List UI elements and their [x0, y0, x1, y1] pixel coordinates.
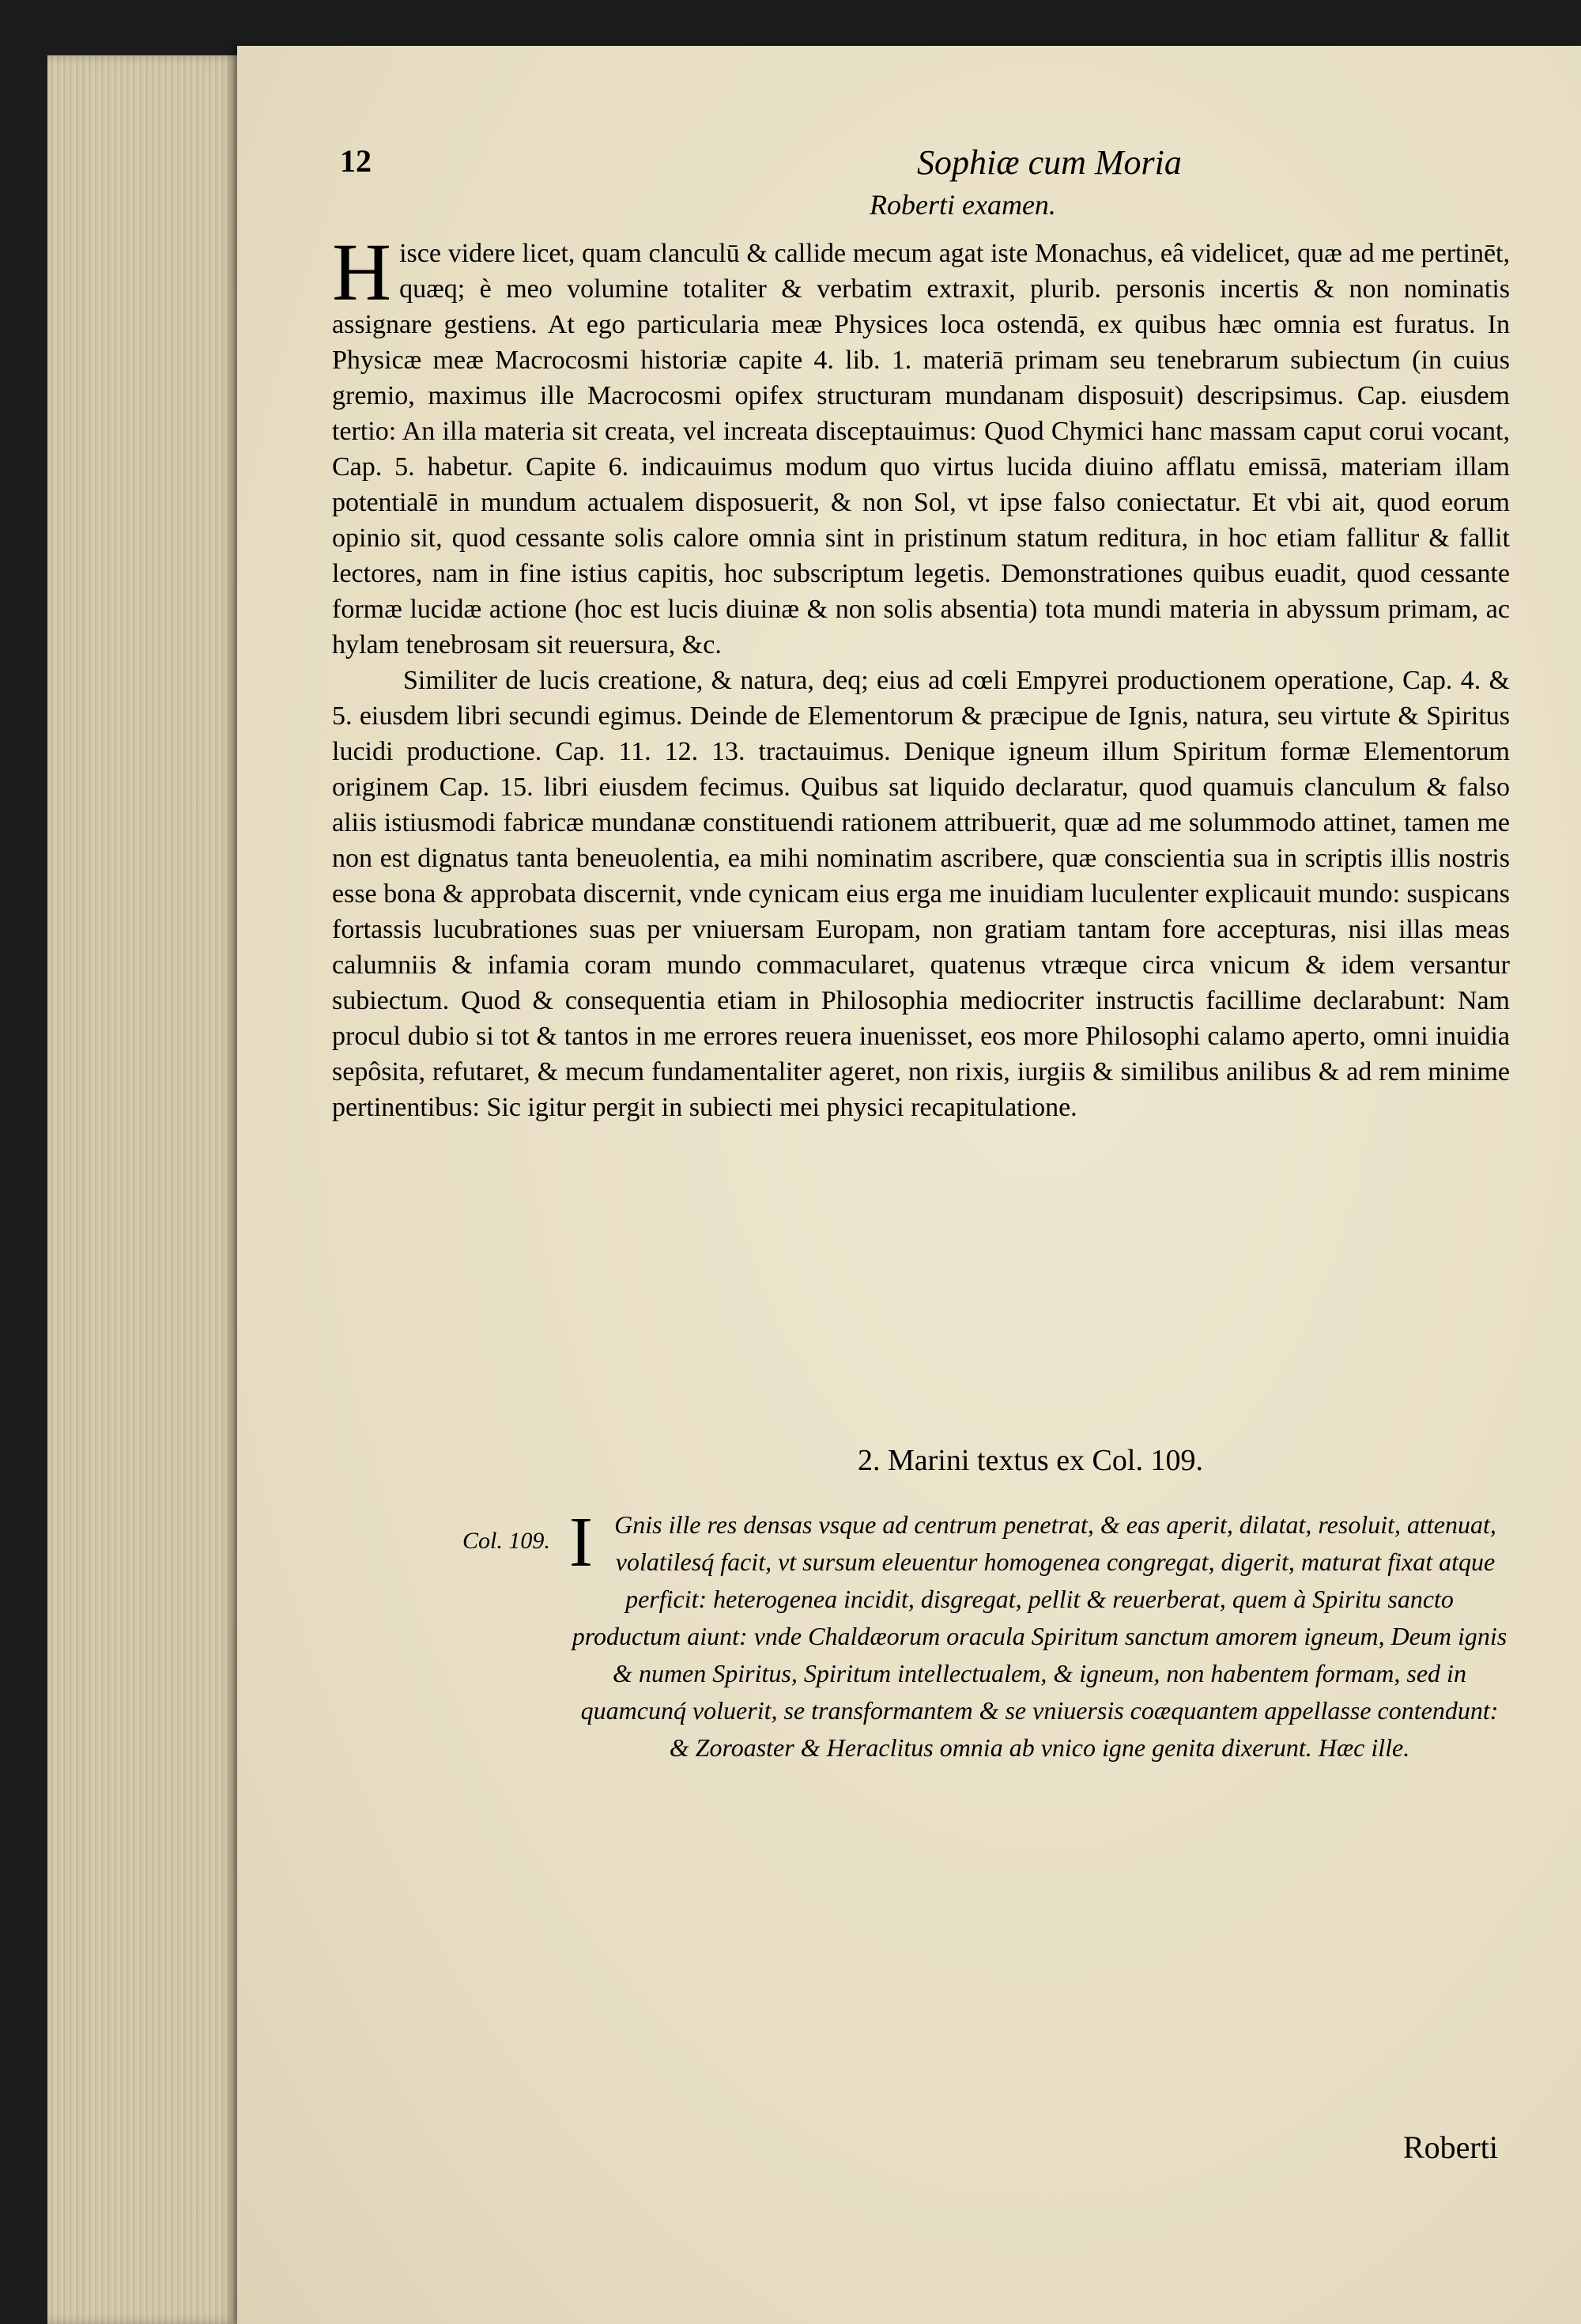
paragraph-1-text: isce videre licet, quam clanculū & callide mecum agat iste Monachus, eâ videlicet, quæ ad me pertinēt, quæq; è meo volumine totaliter & verbatim extraxit, plurib. personis incertis & non nominatis assignare gestiens. At ego particularia meæ Physices loca ostendā, ex quibus hæc omnia est furatus. In Physicæ meæ Macrocosmi historiæ capite 4. lib. 1. materiā primam seu tenebrarum subiectum (in cuius gremio, maximus ille Macrocosmi opifex structuram mundanam disposuit) descripsimus. Cap. eiusdem tertio: An illa materia sit creata, vel increata disceptauimus: Quod Chymici hanc massam caput corui vocant, Cap. 5. habetur. Capite 6. indicauimus modum quo virtus lucida diuino afflatu emissā, materiam illam potentialē in mundum actualem disposuerit, & non Sol, vt ipse falso coniectatur. Et vbi ait, quod eorum opinio sit, quod cessante solis calore omnia sint in pristinum statum reditura, in hoc etiam fallitur & fallit lectores, nam in fine istius capitis, hoc subscriptum legetis. Demonstrationes quibus euadit, quod cessante formæ lucidæ actione (hoc est lucis diuinæ & non solis absentia) tota mundi materia in abyssum primam, ac hylam tenebrosam sit reuersura, &c.	[332, 239, 1510, 659]
paragraph-1	[332, 227, 1510, 663]
margin-note: Col. 109.	[462, 1528, 550, 1554]
running-title: Sophiæ cum Moria	[917, 143, 1182, 182]
book-page-edges	[47, 55, 241, 2324]
catchword: Roberti	[1403, 2129, 1498, 2165]
quote-text: Gnis ille res densas vsque ad centrum penetrat, & eas aperit, dilatat, resoluit, attenuat, volatilesq́ facit, vt sursum eleuentur homogenea congregat, digerit, maturat fixat atque perficit: heterogenea incidit, disgregat, pellit & reuerberat, quem à Spiritu sancto productum aiunt: vnde Chaldæorum oracula Spiritum sanctum amorem igneum, Deum ignis & numen Spiritus, Spiritum intellectualem, & igneum, non habentem formam, sed in quamcunq́ voluerit, se transformantem & se vniuersis coæquantem appellasse contendunt: & Zoroaster & Heraclitus omnia ab vnico igne genita dixerunt. Hæc ille.	[572, 1510, 1507, 1762]
quote-drop-cap: I	[569, 1503, 593, 1581]
section-subtitle: Roberti examen.	[870, 189, 1056, 221]
main-text	[332, 227, 1510, 1125]
page-number: 12	[340, 143, 372, 179]
quoted-text	[569, 1503, 1510, 1767]
paragraph-2: Similiter de lucis creatione, & natura, deq; eius ad cœli Empyrei productionem operatione, Cap. 4. & 5. eiusdem libri secundi egimus. Deinde de Elementorum & præcipue de Ignis, natura, seu virtute & Spiritus lucidi productione. Cap. 11. 12. 13. tractauimus. Denique igneum illum Spiritum formæ Elementorum originem Cap. 15. libri eiusdem fecimus. Quibus sat liquido declaratur, quod quamuis clanculum & falso aliis istiusmodi fabricæ mundanæ constituendi rationem attribuerit, quæ ad me solummodo attinet, tamen me non est dignatus tanta beneuolentia, ea mihi nominatim ascribere, quæ conscientia sua in scriptis illis nostris esse bona & approbata discernit, vnde cynicam eius erga me inuidiam luculenter explicauit mundo: suspicans fortassis lucubrationes suas per vniuersam Europam, non gratiam tantam fore accepturas, nisi illas meas calumniis & infamia coram mundo commacularet, quatenus vtræque circa vnicum & idem versantur subiectum. Quod & consequentia etiam in Philosophia mediocriter instructis facillime declarabunt: Nam procul dubio si tot & tantos in me errores reuera inuenisset, eos more Philosophi calamo aperto, omni inuidia sepôsita, refutaret, & mecum fundamentaliter ageret, non rixis, iurgiis & similibus anilibus & ad rem minime pertinentibus: Sic igitur pergit in subiecti mei physici recapitulatione.	[332, 666, 1510, 1122]
drop-cap: H	[332, 227, 392, 318]
section-heading: 2. Marini textus ex Col. 109.	[858, 1444, 1203, 1477]
